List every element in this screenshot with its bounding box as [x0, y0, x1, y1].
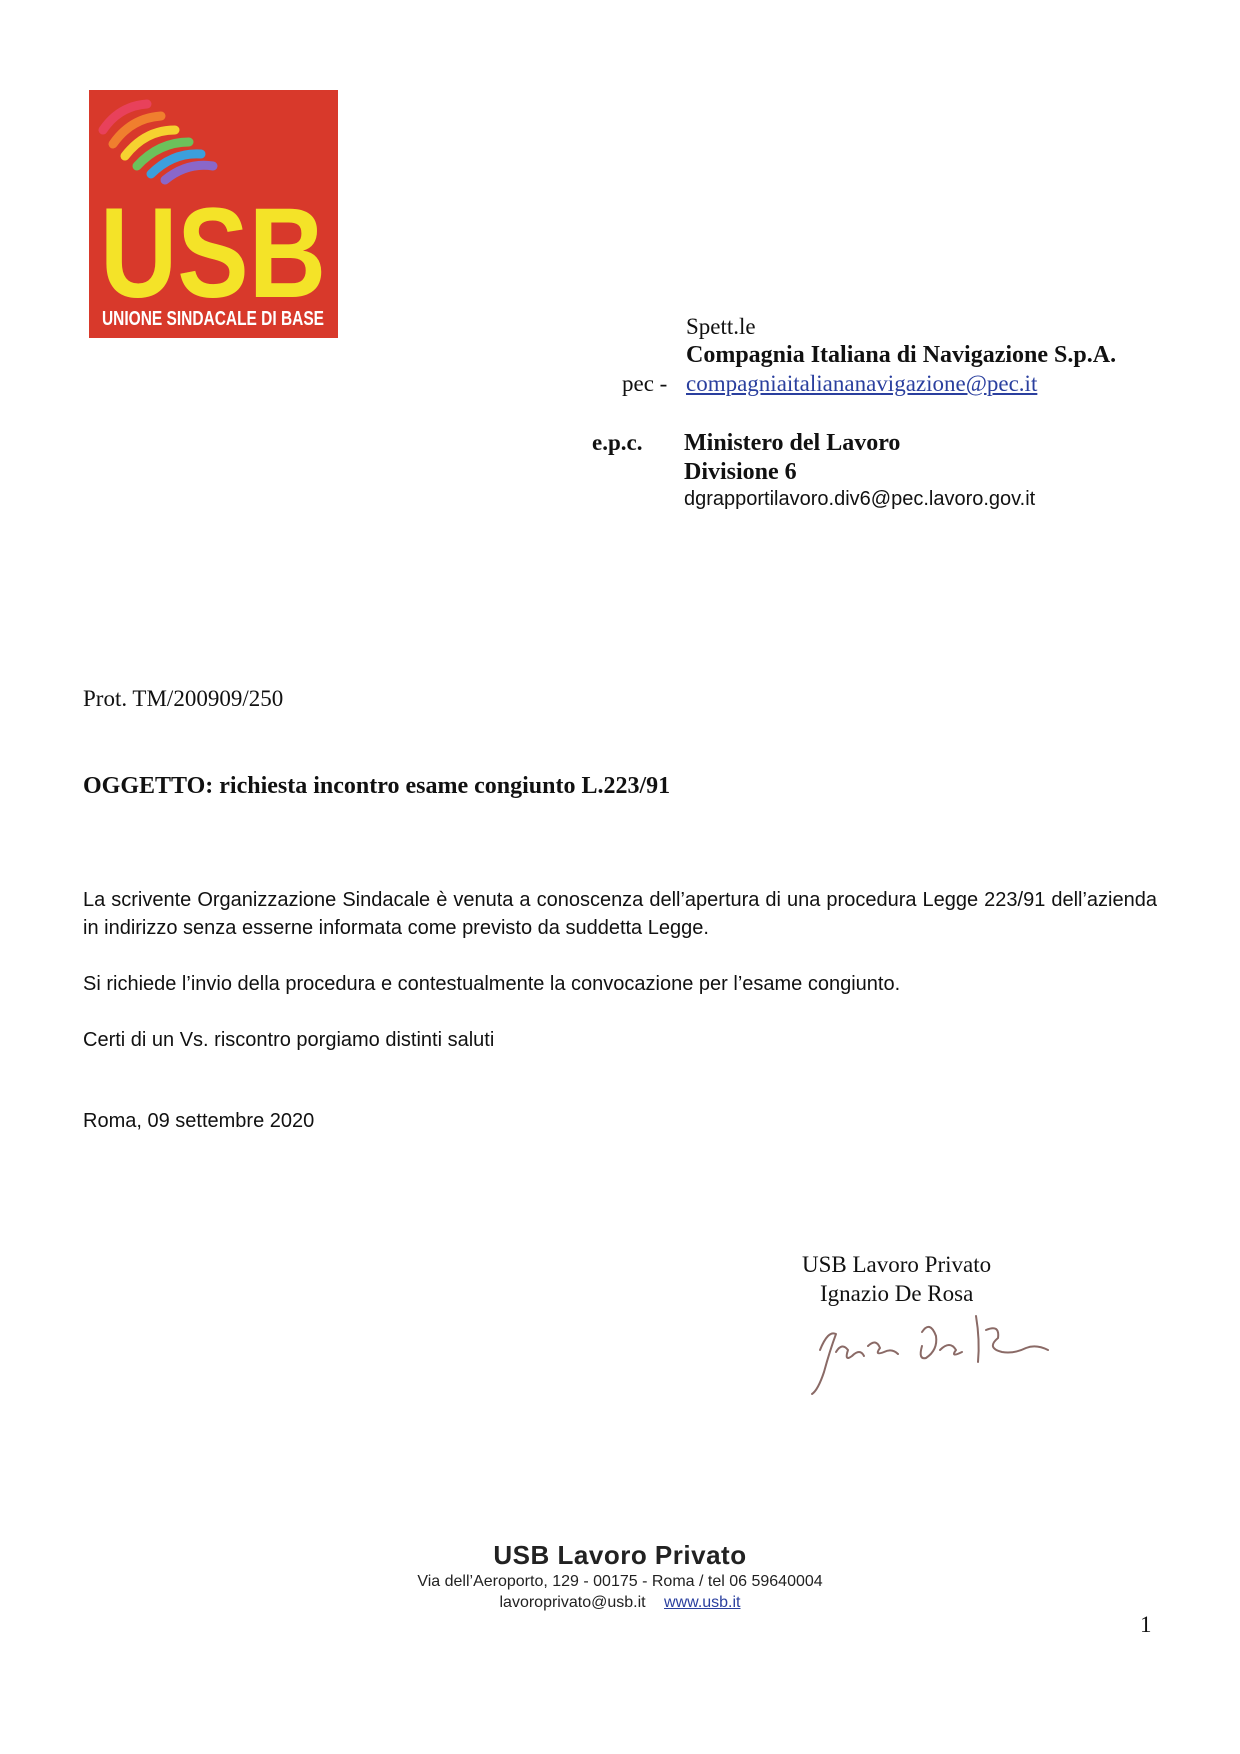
- salutation: Spett.le: [686, 314, 756, 339]
- logo-brand-text: USB: [100, 182, 326, 325]
- cc-ministry: Ministero del Lavoro: [684, 430, 901, 456]
- date-line: Roma, 09 settembre 2020: [83, 1110, 315, 1132]
- protocol-number: Prot. TM/200909/250: [83, 686, 284, 711]
- footer-contacts: [0, 1594, 1240, 1612]
- signature-scribble-icon: [790, 1290, 1070, 1400]
- signature-name: Ignazio De Rosa: [820, 1281, 974, 1306]
- recipient-company: Compagnia Italiana di Navigazione S.p.A.: [686, 342, 1117, 368]
- pec-email-link[interactable]: compagniaitaliananavigazione@pec.it: [686, 371, 1038, 396]
- body-paragraph-3: Certi di un Vs. riscontro porgiamo distinti saluti: [83, 1029, 495, 1051]
- subject-text: richiesta incontro esame congiunto L.223/91: [219, 773, 671, 799]
- pec-label: pec -: [622, 371, 668, 396]
- cc-division: Divisione 6: [684, 459, 797, 485]
- logo-tagline-text: UNIONE SINDACALE DI BASE: [102, 308, 324, 330]
- signature-organization: USB Lavoro Privato: [802, 1252, 992, 1277]
- handwritten-signature: [790, 1290, 1070, 1400]
- recipients-block: [0, 0, 1240, 520]
- subject-label: OGGETTO:: [83, 773, 214, 799]
- body-paragraph-2: Si richiede l’invio della procedura e contestualmente la convocazione per l’esame congiunto.: [83, 973, 901, 995]
- footer-email[interactable]: lavoroprivato@usb.it: [499, 1594, 646, 1611]
- footer-title: USB Lavoro Privato: [493, 1540, 747, 1570]
- footer-website-link[interactable]: www.usb.it: [664, 1594, 741, 1611]
- body-paragraph-1: La scrivente Organizzazione Sindacale è venuta a conoscenza dell’apertura di una procedura Legge 223/91 dell’azienda in indirizzo senza esserne informata come previsto da suddetta Legge.: [83, 889, 1157, 939]
- epc-label: e.p.c.: [592, 430, 643, 455]
- footer-address: Via dell’Aeroporto, 129 - 00175 - Roma / tel 06 59640004: [417, 1573, 823, 1590]
- page-number: 1: [1140, 1612, 1152, 1637]
- cc-ministry-email: dgrapportilavoro.div6@pec.lavoro.gov.it: [684, 488, 1036, 510]
- subject-line: [83, 773, 670, 800]
